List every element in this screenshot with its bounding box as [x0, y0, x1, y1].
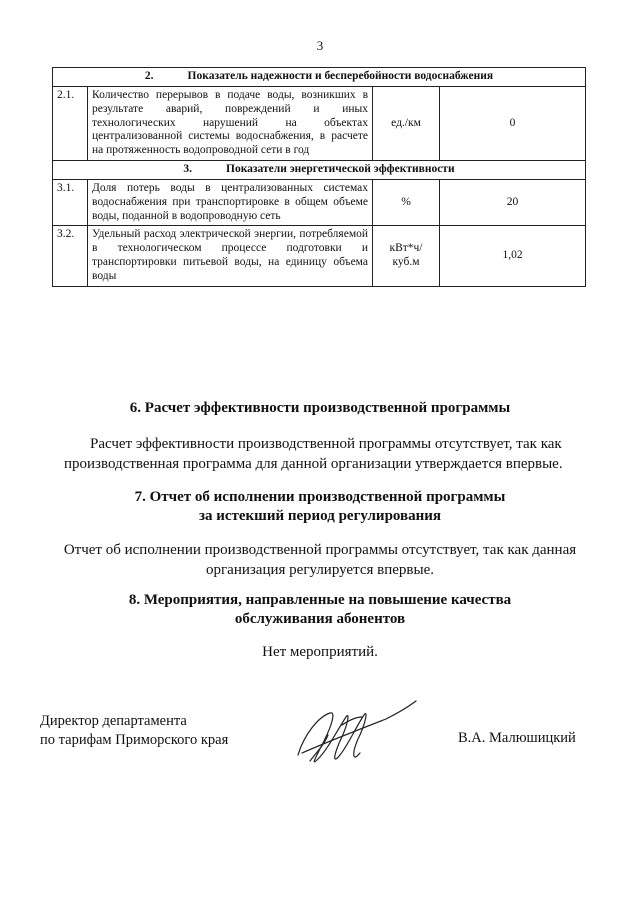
table-section-header — [53, 160, 586, 179]
table-row — [53, 226, 586, 286]
section-number: 2. — [144, 70, 154, 82]
section-6-text-line1: Расчет эффективности производственной программы отсутствует, так как — [90, 436, 562, 452]
section-8-text: Нет мероприятий. — [262, 644, 378, 660]
row-value: 1,02 — [440, 226, 586, 286]
row-unit: % — [373, 179, 440, 225]
indicators-table — [52, 67, 586, 287]
section-8-heading-line1: 8. Мероприятия, направленные на повышение качества — [128, 592, 512, 608]
row-number: 3.2. — [53, 226, 88, 286]
row-description: Удельный расход электрической энергии, потребляемой в технологическом процессе подготовки и транспортировки питьевой воды, на единицу объема воды — [88, 226, 373, 286]
row-unit: ед./км — [373, 87, 440, 161]
section-7-text-line2: организация регулируется впервые. — [206, 562, 434, 578]
signer-name: В.А. Малюшицкий — [458, 730, 576, 746]
handwritten-signature — [290, 695, 420, 775]
row-unit: кВт*ч/ куб.м — [373, 226, 440, 286]
table-section-header — [53, 68, 586, 87]
section-7-heading-line2: за истекший период регулирования — [198, 508, 442, 524]
row-description: Количество перерывов в подаче воды, возникших в результате аварий, повреждений и иных технологических нарушений на объектах централизованной системы водоснабжения, в расчете на протяженность водопроводной сети в год — [88, 87, 373, 161]
signer-position-line1: Директор департамента — [40, 713, 187, 729]
table-row — [53, 87, 586, 161]
row-value: 0 — [440, 87, 586, 161]
row-number: 3.1. — [53, 179, 88, 225]
page-number: 3 — [316, 38, 324, 53]
table-row — [53, 179, 586, 225]
row-description: Доля потерь воды в централизованных системах водоснабжения при транспортировке в общем объеме воды, поданной в водопроводную сеть — [88, 179, 373, 225]
section-number: 3. — [183, 162, 193, 175]
section-6-text-line2: производственная программа для данной организации утверждается впервые. — [64, 456, 563, 472]
section-title: Показатели энергетической эффективности — [226, 162, 455, 175]
section-title: Показатель надежности и бесперебойности водоснабжения — [187, 70, 494, 82]
section-2-title-cell — [53, 68, 586, 87]
row-number: 2.1. — [53, 87, 88, 161]
section-3-title-cell — [53, 160, 586, 179]
section-7-text-line1: Отчет об исполнении производственной программы отсутствует, так как данная — [63, 542, 577, 558]
row-value: 20 — [440, 179, 586, 225]
section-8-heading-line2: обслуживания абонентов — [234, 611, 406, 627]
signer-position-line2: по тарифам Приморского края — [40, 732, 229, 748]
section-6-heading: 6. Расчет эффективности производственной программы — [129, 400, 511, 416]
section-7-heading-line1: 7. Отчет об исполнении производственной программы — [134, 489, 506, 505]
